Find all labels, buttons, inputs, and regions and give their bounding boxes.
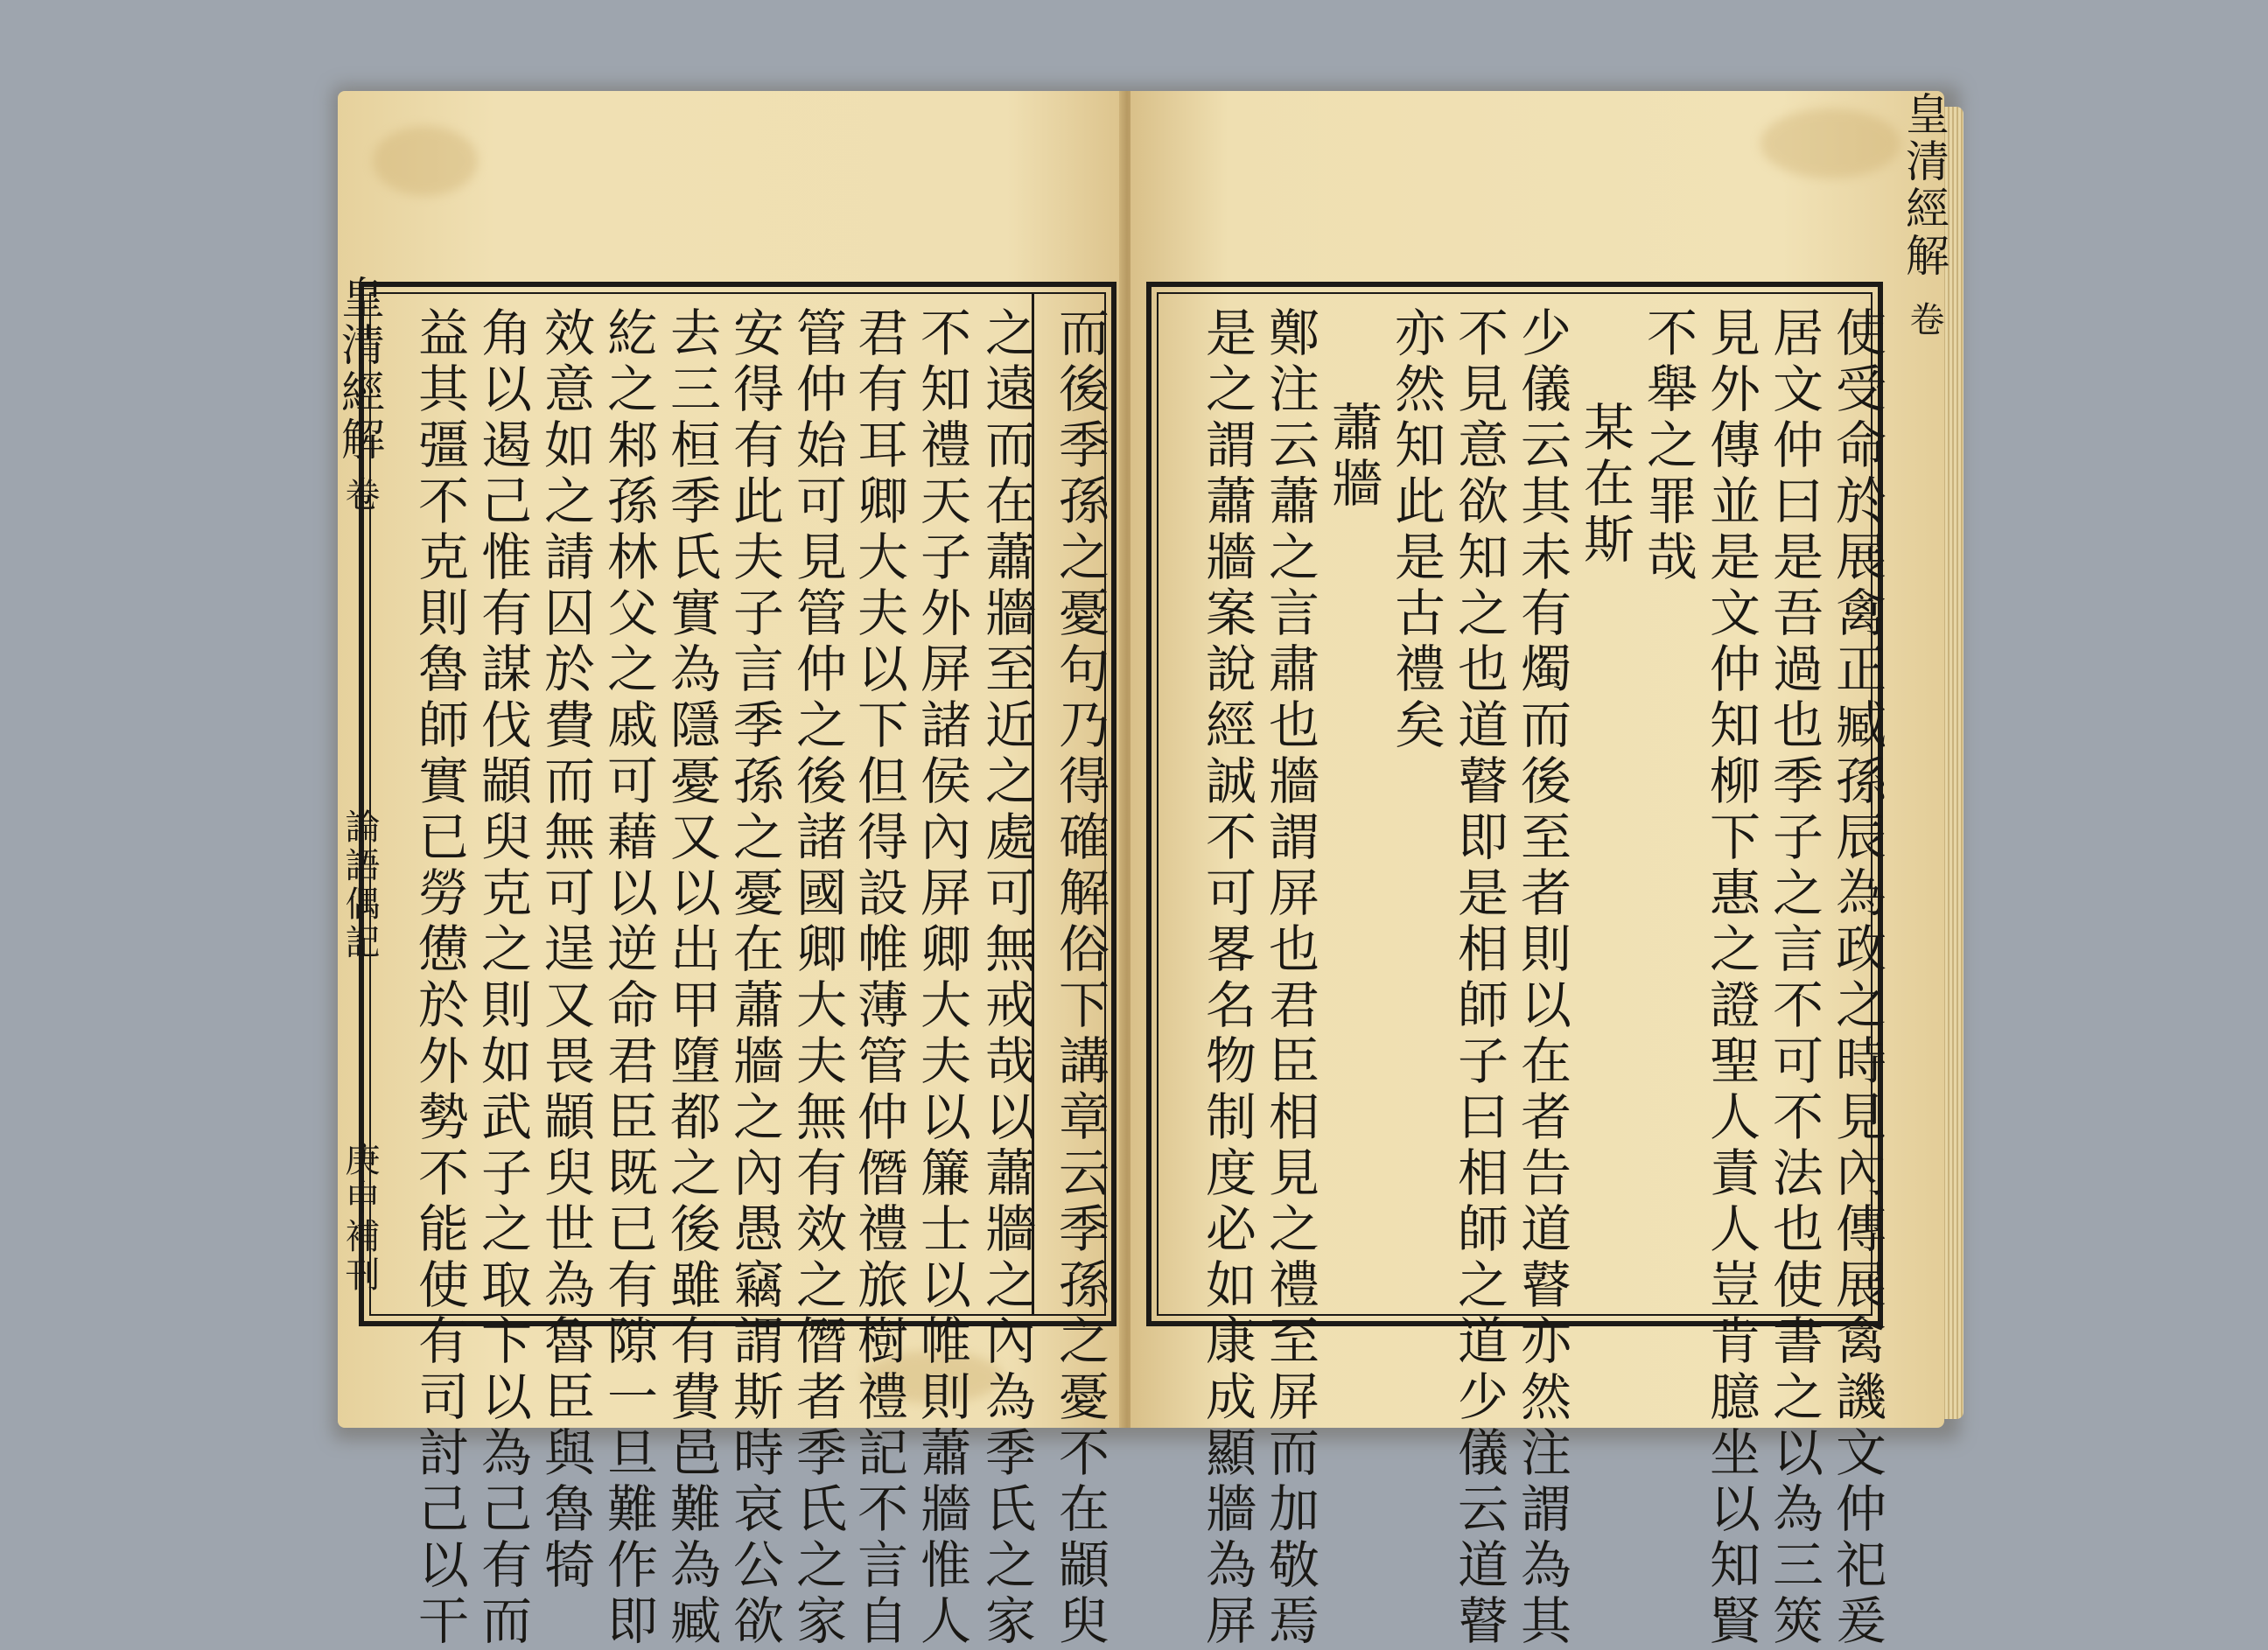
margin-title: 皇清經解 bbox=[334, 275, 385, 464]
text-column: 管仲始可見管仲之後諸國卿大夫無有效之僭者季氏之家 bbox=[788, 306, 847, 1650]
right-text-frame bbox=[1146, 282, 1886, 1650]
text-column: 見外傳並是文仲知柳下惠之證聖人責人豈肯臆坐以知賢 bbox=[1701, 306, 1760, 1650]
right-page bbox=[1130, 91, 1950, 1650]
text-column: 少儀云其未有燭而後至者則以在者告道瞽亦然注謂為其 bbox=[1512, 306, 1572, 1650]
margin-footer: 庚申補刊 bbox=[340, 1141, 380, 1295]
text-column: 不舉之罪哉 bbox=[1638, 306, 1698, 586]
text-column: 之遠而在蕭牆至近之處可無戒哉以蕭牆之內為季氏之家 bbox=[976, 306, 1036, 1650]
section-heading: 蕭牆 bbox=[1323, 401, 1382, 513]
text-column: 君有耳卿大夫以下但得設帷薄管仲僭禮旅樹禮記不言自 bbox=[849, 306, 908, 1650]
column-rule bbox=[1032, 292, 1034, 1316]
text-column: 亦然知此是古禮矣 bbox=[1386, 306, 1446, 754]
text-column: 去三桓季氏實為隱憂又以出甲墮都之後雖有費邑難為臧 bbox=[662, 306, 721, 1650]
section-heading: 某在斯 bbox=[1575, 401, 1634, 569]
text-column: 居文仲曰是吾過也季子之言不可不法也使書之以為三筴 bbox=[1764, 306, 1824, 1650]
margin-subtitle: 卷 bbox=[340, 476, 380, 514]
text-column: 不知禮天子外屏諸侯內屏卿大夫以簾士以帷則蕭牆惟人 bbox=[912, 306, 971, 1650]
text-column: 紇之邾孫林父之戚可藉以逆命君臣既已有隙一旦難作即 bbox=[598, 306, 658, 1650]
text-column: 益其彊不克則魯師實已勞憊於外勢不能使有司討己以干 bbox=[410, 306, 469, 1650]
left-text-frame bbox=[359, 282, 1116, 1650]
text-column: 而後季孫之憂句乃得確解俗下講章云季孫之憂不在顓臾 bbox=[1050, 306, 1110, 1650]
text-column: 角以遏己惟有謀伐顓臾克之則如武子之取卞以為己有而 bbox=[472, 306, 532, 1650]
text-column: 是之謂蕭牆案說經誠不可畧名物制度必如康成顯牆為屏 bbox=[1197, 306, 1256, 1650]
paper-stain bbox=[1760, 108, 1900, 178]
text-column: 安得有此夫子言季孫之憂在蕭牆之內愚竊謂斯時哀公欲 bbox=[724, 306, 784, 1650]
text-column: 效意如之請囚於費而無可逞又畏顓臾世為魯臣與魯犄 bbox=[536, 306, 595, 1594]
text-column: 使受命於展禽正臧孫辰為政之時見內傳展禽譏文仲祀爰 bbox=[1827, 306, 1886, 1650]
paper-stain bbox=[373, 126, 478, 196]
margin-note: 論語偶記 bbox=[340, 808, 380, 962]
text-column: 鄭注云蕭之言肅也牆謂屏也君臣相見之禮至屏而加敬焉 bbox=[1260, 306, 1320, 1650]
margin-title: 皇清經解 bbox=[1899, 91, 1950, 280]
margin-subtitle: 卷 bbox=[1904, 301, 1944, 339]
open-book bbox=[334, 91, 1950, 1650]
text-column: 不見意欲知之也道瞽即是相師子曰相師之道少儀云道瞽 bbox=[1449, 306, 1508, 1650]
left-page bbox=[334, 91, 1125, 1650]
